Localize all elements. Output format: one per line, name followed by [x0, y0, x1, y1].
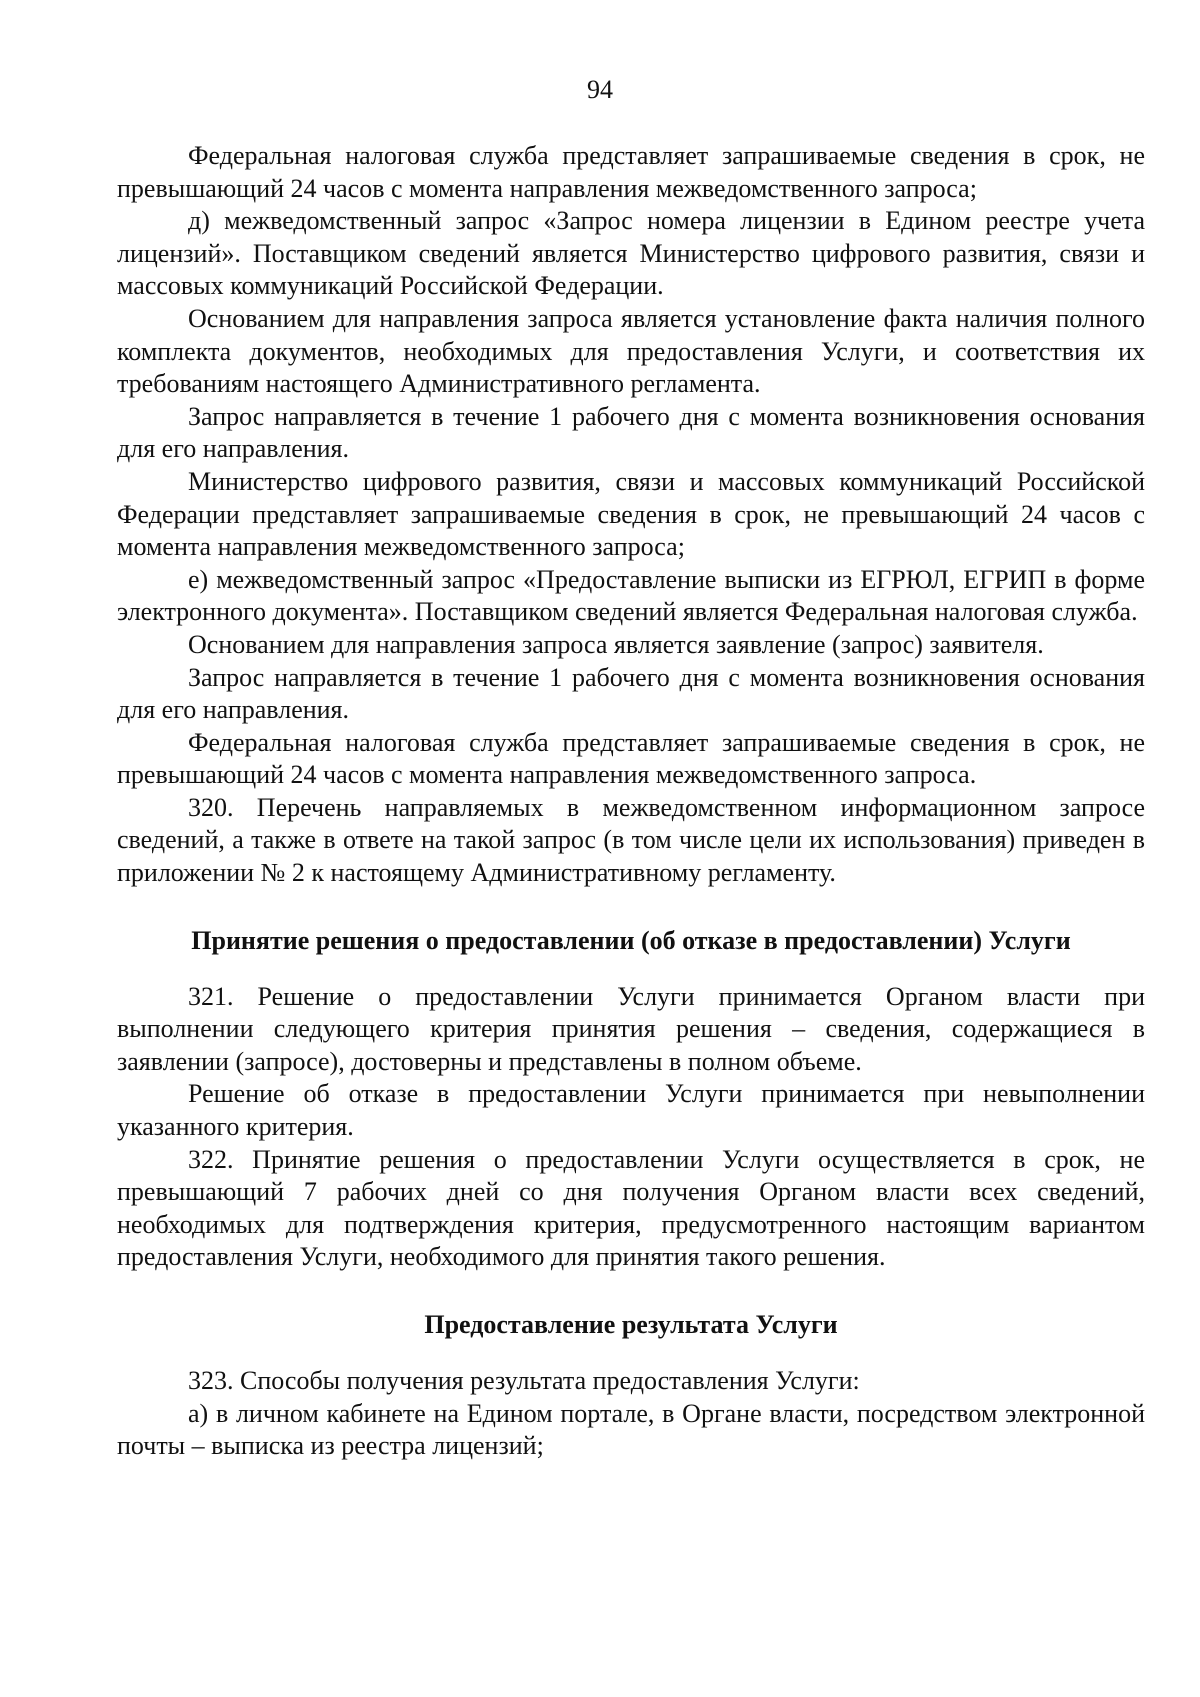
paragraph: 320. Перечень направляемых в межведомственном информационном запросе сведений, а также в ответе на такой запрос (в том числе цели их использования) приведен в приложении № 2 к настоящему Административному регламенту.	[117, 792, 1145, 888]
paragraph: Федеральная налоговая служба представляет запрашиваемые сведения в срок, не превышающий 24 часов с момента направления межведомственного запроса.	[117, 727, 1145, 790]
paragraph: д) межведомственный запрос «Запрос номера лицензии в Едином реестре учета лицензий». Поставщиком сведений является Министерство цифрового развития, связи и массовых коммуникаций Российской Федерации.	[117, 206, 1145, 301]
section-heading-decision: Принятие решения о предоставлении (об отказе в предоставлении) Услуги	[191, 925, 1071, 955]
document-body	[117, 140, 1145, 1463]
paragraph: Основанием для направления запроса является заявление (запрос) заявителя.	[188, 629, 1044, 659]
section-heading-result: Предоставление результата Услуги	[424, 1310, 838, 1339]
paragraph: Федеральная налоговая служба представляет запрашиваемые сведения в срок, не превышающий 24 часов с момента направления межведомственного запроса;	[117, 141, 1145, 203]
paragraph: а) в личном кабинете на Едином портале, в Органе власти, посредством электронной почты – выписка из реестра лицензий;	[117, 1398, 1145, 1461]
paragraph: Запрос направляется в течение 1 рабочего дня с момента возникновения основания для его направления.	[117, 401, 1145, 464]
paragraph: Запрос направляется в течение 1 рабочего дня с момента возникновения основания для его направления.	[117, 662, 1145, 725]
paragraph: Министерство цифрового развития, связи и массовых коммуникаций Российской Федерации представляет запрашиваемые сведения в срок, не превышающий 24 часов с момента направления межведомственного запроса;	[117, 466, 1145, 562]
paragraph: Решение об отказе в предоставлении Услуги принимается при невыполнении указанного критерия.	[117, 1079, 1145, 1142]
paragraph: 322. Принятие решения о предоставлении Услуги осуществляется в срок, не превышающий 7 рабочих дней со дня получения Органом власти всех сведений, необходимых для подтверждения критерия, предусмотренного настоящим вариантом предоставления Услуги, необходимого для принятия такого решения.	[117, 1144, 1145, 1272]
paragraph: 323. Способы получения результата предоставления Услуги:	[188, 1366, 860, 1395]
paragraph: е) межведомственный запрос «Предоставление выписки из ЕГРЮЛ, ЕГРИП в форме электронного документа». Поставщиком сведений является Федеральная налоговая служба.	[117, 564, 1145, 627]
paragraph: Основанием для направления запроса является установление факта наличия полного комплекта документов, необходимых для предоставления Услуги, и соответствия их требованиям настоящего Административного регламента.	[117, 303, 1145, 399]
paragraph: 321. Решение о предоставлении Услуги принимается Органом власти при выполнении следующего критерия принятия решения – сведения, содержащиеся в заявлении (запросе), достоверны и представлены в полном объеме.	[117, 981, 1145, 1076]
page-number: 94	[587, 75, 613, 104]
